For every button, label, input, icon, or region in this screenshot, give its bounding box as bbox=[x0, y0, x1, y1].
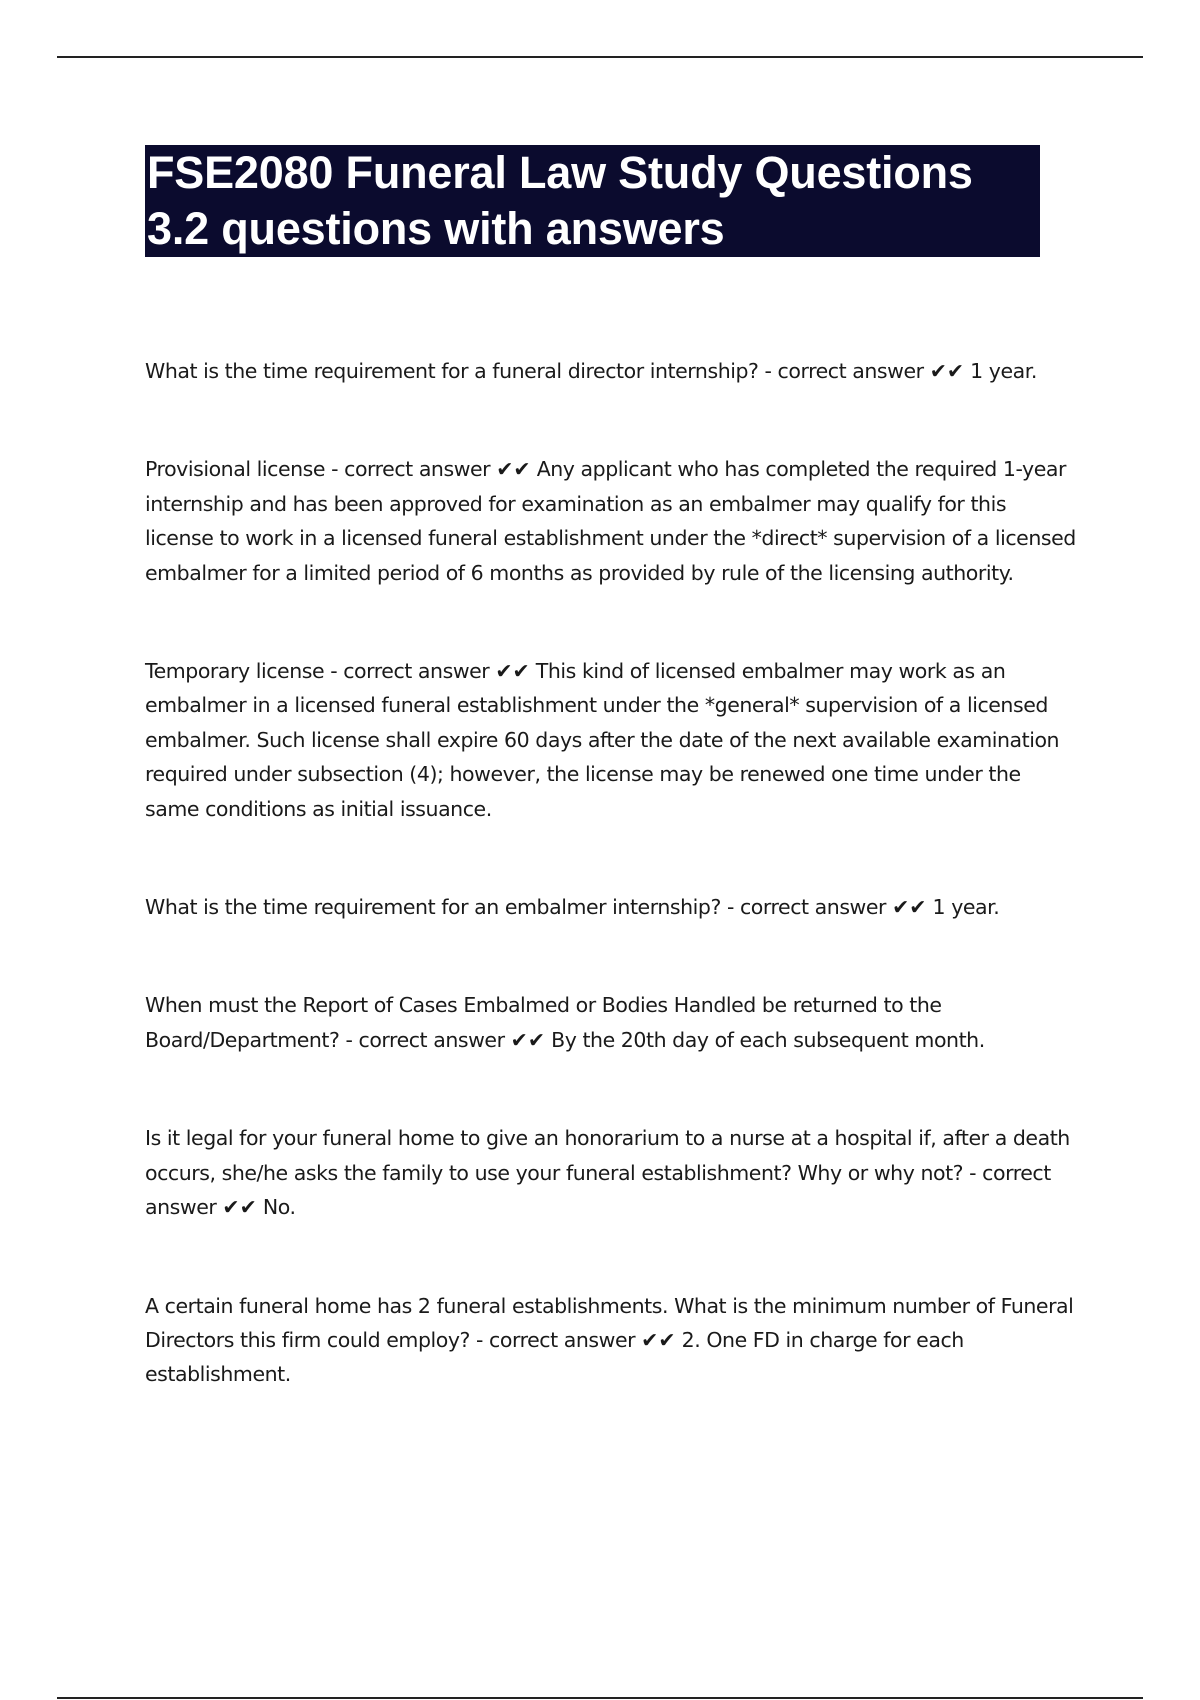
qa-item-7 bbox=[145, 1289, 1080, 1392]
qa-item-3 bbox=[145, 654, 1080, 826]
top-divider bbox=[57, 56, 1143, 58]
qa-question: Provisional license - correct answer bbox=[145, 457, 491, 482]
qa-item-2 bbox=[145, 452, 1080, 590]
double-check-icon: ✔✔ bbox=[495, 659, 530, 684]
qa-answer: This kind of licensed embalmer may work as an embalmer in a licensed funeral establishment under the *general* supervision of a licensed embalmer. Such license shall expire 60 days after the date of the next available examination required under subsection (4); however, the license may be renewed one time under the same conditions as initial issuance. bbox=[145, 659, 1060, 821]
qa-item-5 bbox=[145, 988, 1080, 1057]
qa-item-4 bbox=[145, 890, 1080, 924]
qa-question: Temporary license - correct answer bbox=[145, 659, 490, 684]
qa-answer: 1 year. bbox=[970, 359, 1037, 383]
qa-question: A certain funeral home has 2 funeral establishments. What is the minimum number of Funeral Directors this firm could employ? - correct answer bbox=[145, 1293, 1074, 1352]
qa-item-6 bbox=[145, 1121, 1080, 1224]
double-check-icon: ✔✔ bbox=[222, 1195, 257, 1220]
title-banner bbox=[145, 145, 1040, 257]
qa-list bbox=[145, 354, 1080, 1392]
double-check-icon: ✔✔ bbox=[929, 359, 965, 383]
qa-answer: 2. One FD in charge for each establishment. bbox=[145, 1327, 964, 1387]
qa-question: What is the time requirement for an embalmer internship? - correct answer bbox=[145, 895, 887, 920]
qa-answer: By the 20th day of each subsequent month. bbox=[551, 1027, 985, 1052]
qa-item-1 bbox=[145, 354, 1080, 388]
bottom-divider bbox=[57, 1697, 1143, 1699]
page-title: FSE2080 Funeral Law Study Questions 3.2 questions with answers bbox=[147, 147, 973, 254]
double-check-icon: ✔✔ bbox=[496, 457, 531, 482]
qa-question: Is it legal for your funeral home to give an honorarium to a nurse at a hospital if, after a death occurs, she/he asks the family to use your funeral establishment? Why or why not? - correct answer bbox=[145, 1126, 1070, 1220]
qa-question: When must the Report of Cases Embalmed or Bodies Handled be returned to the Board/Department? - correct answer bbox=[145, 993, 942, 1052]
double-check-icon: ✔✔ bbox=[510, 1027, 545, 1052]
qa-question: What is the time requirement for a funeral director internship? - correct answer bbox=[145, 359, 924, 383]
qa-answer: 1 year. bbox=[932, 895, 1000, 920]
qa-answer: Any applicant who has completed the required 1-year internship and has been approved for examination as an embalmer may qualify for this license to work in a licensed funeral establishment under the *direct* supervision of a licensed embalmer for a limited period of 6 months as provided by rule of the licensing authority. bbox=[145, 457, 1076, 585]
double-check-icon: ✔✔ bbox=[641, 1327, 676, 1352]
double-check-icon: ✔✔ bbox=[892, 895, 927, 920]
qa-answer: No. bbox=[262, 1195, 296, 1220]
